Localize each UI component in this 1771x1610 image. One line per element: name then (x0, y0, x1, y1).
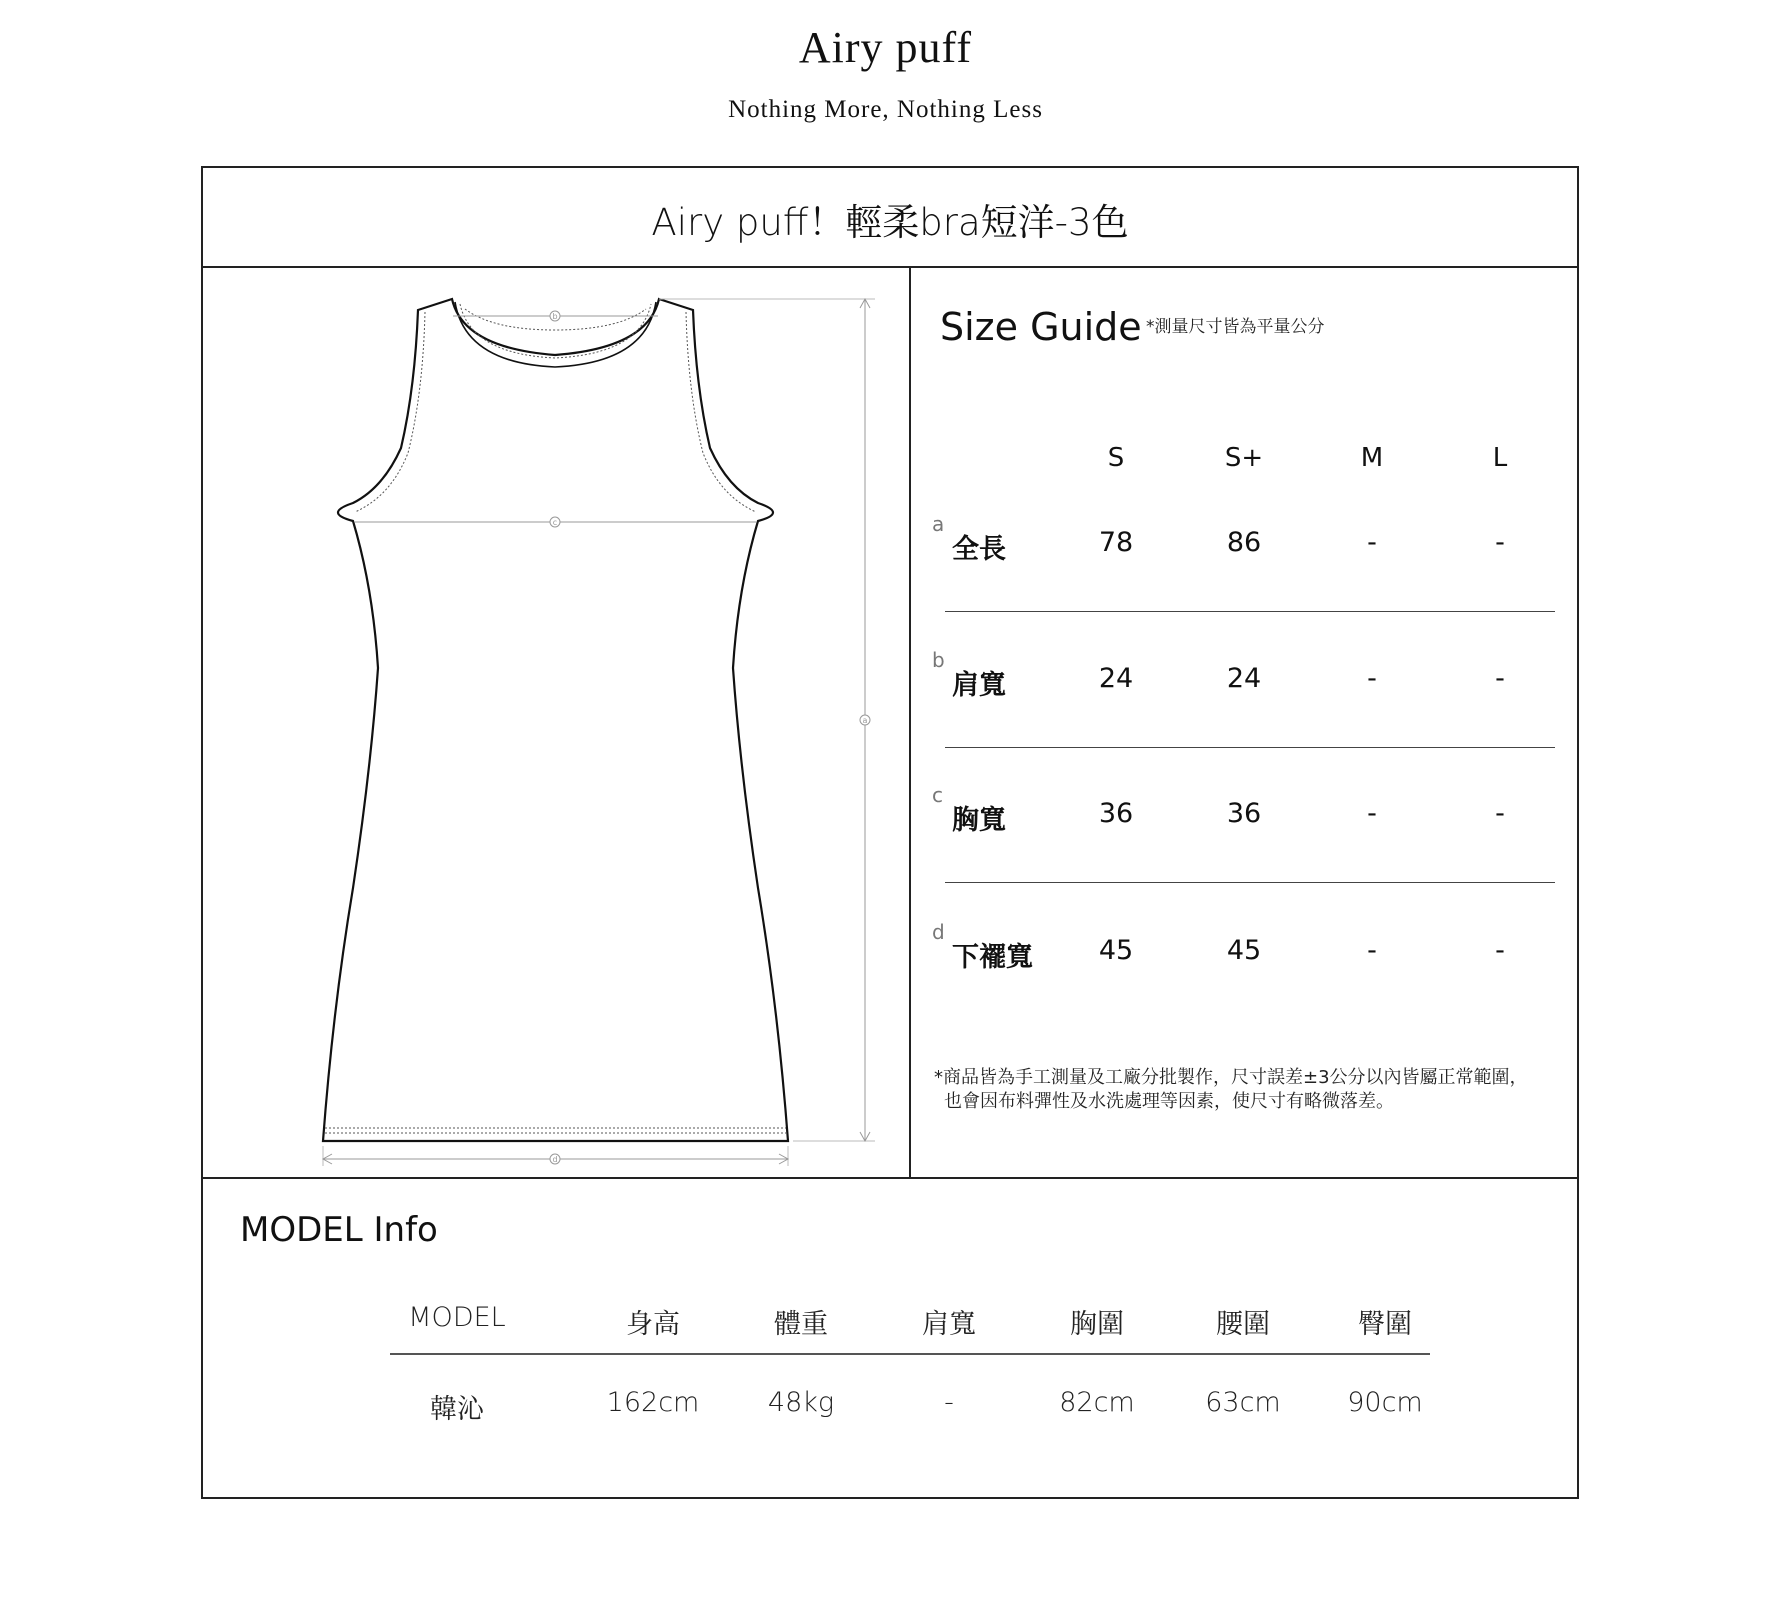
cell-shoulder-s: 24 (1098, 663, 1134, 694)
cell-shoulder-m: - (1367, 663, 1377, 694)
model-shoulder: - (944, 1387, 954, 1418)
row-letter-b: b (932, 648, 945, 672)
model-header-height: 身高 (626, 1309, 680, 1340)
model-hip: 90cm (1347, 1387, 1423, 1418)
model-name: 韓沁 (430, 1394, 484, 1425)
marker-b: b (552, 312, 558, 321)
column-divider (909, 266, 911, 1178)
size-guide-note: *測量尺寸皆為平量公分 (1146, 317, 1325, 337)
garment-diagram (203, 268, 908, 1176)
cell-hem-m: - (1367, 935, 1377, 966)
cell-length-l: - (1495, 527, 1505, 558)
cell-chest-l: - (1495, 798, 1505, 829)
row-letter-d: d (932, 920, 945, 944)
cell-length-m: - (1367, 527, 1377, 558)
model-weight: 48kg (767, 1387, 835, 1418)
row-label-length: 全長 (952, 534, 1006, 565)
row-label-chest: 胸寬 (952, 805, 1006, 836)
row-letter-c: c (932, 783, 943, 807)
row-label-shoulder: 肩寬 (952, 670, 1006, 701)
footnote-line-2: 也會因布料彈性及水洗處理等因素，使尺寸有略微落差。 (944, 1091, 1394, 1112)
model-info-title: MODEL Info (240, 1210, 438, 1250)
row-separator (945, 882, 1555, 883)
dress-outline (323, 299, 788, 1141)
size-header-s-plus: S+ (1224, 443, 1264, 473)
cell-chest-s: 36 (1098, 798, 1134, 829)
model-header-hip: 臀圍 (1358, 1309, 1412, 1340)
cell-hem-s-plus: 45 (1226, 935, 1262, 966)
model-header-weight: 體重 (774, 1309, 828, 1340)
model-divider (201, 1177, 1579, 1179)
model-chest: 82cm (1059, 1387, 1135, 1418)
model-table-separator (390, 1353, 1430, 1355)
cell-hem-l: - (1495, 935, 1505, 966)
cell-chest-m: - (1367, 798, 1377, 829)
size-footnote (934, 1066, 1574, 1114)
size-header-l: L (1492, 443, 1508, 473)
model-header-waist: 腰圍 (1216, 1309, 1270, 1340)
footnote-line-1: *商品皆為手工測量及工廠分批製作，尺寸誤差±3公分以內皆屬正常範圍， (934, 1067, 1528, 1088)
cell-shoulder-l: - (1495, 663, 1505, 694)
brand-name: Airy puff (798, 23, 973, 72)
size-header-s: S (1107, 443, 1125, 473)
cell-shoulder-s-plus: 24 (1226, 663, 1262, 694)
model-waist: 63cm (1205, 1387, 1281, 1418)
cell-hem-s: 45 (1098, 935, 1134, 966)
row-label-hem: 下襬寬 (952, 942, 1033, 973)
brand-tagline: Nothing More, Nothing Less (728, 96, 1043, 123)
row-separator (945, 747, 1555, 748)
marker-d: d (552, 1155, 558, 1164)
cell-chest-s-plus: 36 (1226, 798, 1262, 829)
marker-a: a (862, 716, 868, 725)
marker-c: c (552, 518, 558, 527)
cell-length-s-plus: 86 (1226, 527, 1262, 558)
model-header-shoulder: 肩寬 (922, 1309, 976, 1340)
model-header-model: MODEL (408, 1302, 506, 1333)
model-height: 162cm (606, 1387, 700, 1418)
row-separator (945, 611, 1555, 612)
size-guide-title: Size Guide (940, 305, 1142, 349)
size-header-m: M (1360, 443, 1384, 473)
product-title: Airy puff！輕柔bra短洋-3色 (651, 201, 1129, 244)
cell-length-s: 78 (1098, 527, 1134, 558)
model-header-chest: 胸圍 (1070, 1309, 1124, 1340)
row-letter-a: a (932, 512, 945, 536)
